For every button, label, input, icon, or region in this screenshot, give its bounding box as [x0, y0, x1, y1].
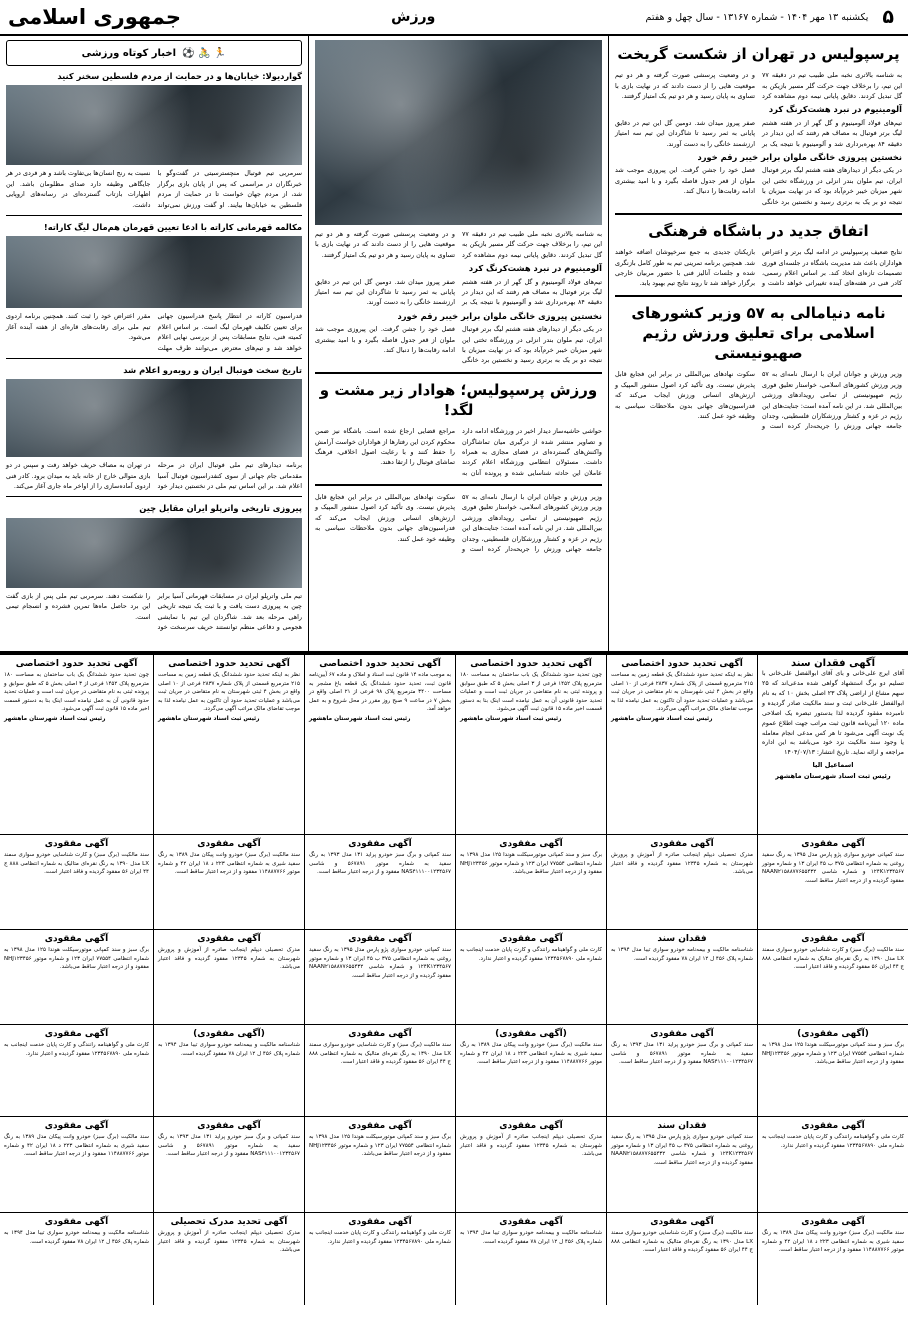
headline-fourth: ورزش پرسپولیس؛ هوادار زیر مشت و لگد!: [319, 380, 598, 419]
subhead-mid-1: آلومینیوم در نبرد هشت‌کرنگ کرد: [468, 263, 602, 274]
ad-item: [0, 835, 153, 930]
ad-body: سند مالکیت (برگ سبز) و کارت شناسایی خودرو سواری سمند LX مدل ۱۳۹۰ به رنگ نقره‌ای متالیک به شماره انتظامی ۸۸۸ ج ۴۴ ایران ۵۶ مفقود گردیده و فاقد اعتبار است.: [762, 947, 904, 971]
body-main-lead: به شناسه بالاتری نخبه ملی طبیب تیم در دقیقه ۷۷ این تیم، را برخلاف جهت حرکت گلر مسیر بازیکن به گل تبدیل کردند. دقایق پایانی نیمه دوم مشاهده کرد و در وضعیت پرسشی صورت گرفته و هر دو تیم موقعیت هایی را از دست دادند که در نهایت بازی با تساوی به پایان رسید و هر دو تیم یک امتیاز گرفتند.: [315, 230, 602, 259]
ad-title: آگهی تحدید حدود اختصاصی: [15, 659, 138, 669]
headline-main: پرسپولیس در تهران از شکست گریخت: [617, 45, 900, 63]
ad-title: آگهی مفقودی: [801, 934, 865, 944]
ad-title: آگهی مفقودی: [44, 1217, 109, 1227]
ad-title: آگهی مفقودی: [801, 839, 865, 849]
ad-body: سند کمپانی خودرو سواری پژو پارس مدل ۱۳۹۵ به رنگ سفید روغنی به شماره انتظامی ۳۷۵ ب ۴۵ ایران ۱۳ و شماره موتور ۱۲۴K۱۲۳۴۵۶۷ و شماره شاسی NAAN۲۱۵۸۸۷۷۶۵۵۴۳۲ مفقود گردیده و از درجه اعتبار ساقط است.: [762, 852, 904, 884]
ad-column-2: [606, 655, 757, 1305]
ad-body: سند کمپانی و برگ سبز خودرو پراید ۱۳۱ مدل ۱۳۹۳ به رنگ سفید به شماره موتور ۵۶۷۸۹۱ و شاسی NAS۴۱۱۱۰۰۱۲۳۴۵۶۷ مفقود و از درجه اعتبار ساقط است.: [309, 852, 452, 876]
divider: [615, 213, 902, 215]
editorial-area: [0, 36, 908, 653]
ad-title: آگهی مفقودی: [499, 839, 563, 849]
ad-column-1: [757, 655, 908, 1305]
ad-title: آگهی مفقودی: [197, 934, 261, 944]
ad-body: سند مالکیت (برگ سبز) و کارت شناسایی خودرو سواری سمند LX مدل ۱۳۹۰ به رنگ نقره‌ای متالیک به شماره انتظامی ۸۸۸ ج ۴۴ ایران ۵۶ مفقود گردیده و فاقد اعتبار است.: [4, 852, 149, 876]
ad-body: به موجب ماده ۱۴ قانون ثبت اسناد و املاک و ماده ۶۷ آیین‌نامه قانون ثبت، تحدید حدود ششدانگ یک قطعه باغ مشجر به مساحت ۳۴۰۰ مترمربع پلاک ۹۸ فرعی از ۲۱ اصلی واقع در بخش ۷ در ساعت ۹ صبح روز مقرر در محل شروع و به عمل خواهد آمد.: [309, 672, 452, 713]
section-title: ورزش: [391, 9, 436, 25]
ad-body: برگ سبز و سند کمپانی موتورسیکلت هوندا ۱۲۵ مدل ۱۳۹۸ به شماره انتظامی ۷۷۵۵۴ ایران ۱۲۳ و شماره موتور NHJ۱۲۳۴۵۶ مفقود و از درجه اعتبار ساقط می‌باشد.: [309, 1134, 452, 1158]
ad-title: فقدان سند: [657, 934, 707, 944]
ad-title: آگهی مفقودی: [650, 1029, 714, 1039]
notice-lost-document: [758, 655, 908, 835]
divider-b3: [6, 496, 302, 497]
ad-body: نظر به اینکه تحدید حدود ششدانگ یک قطعه زمین به مساحت ۲۱۵ مترمربع قسمتی از پلاک شماره ۲۸۳۷ فرعی از ۱۰ اصلی واقع در بخش ۴ ثبتی شهرستان به نام متقاضی در جریان ثبت می‌باشد و عملیات تحدید حدود آن تاکنون به عمل نیامده لذا به موجب تقاضای مالک مراتب آگهی می‌گردد.: [158, 672, 300, 713]
brief-title-1: مکالمه قهرمانی کاراته با ادعا تعیین قهرمان هم‌مال لیگ کاراته!: [43, 221, 302, 232]
ad-item: [456, 930, 606, 1025]
ad-title: آگهی تحدید حدود اختصاصی: [168, 659, 290, 669]
ad-item: [305, 655, 455, 835]
ad-item: [456, 835, 606, 930]
divider-4: [315, 484, 602, 486]
page-number: ۵: [882, 6, 894, 28]
ad-body: نظر به اینکه تحدید حدود ششدانگ یک قطعه زمین به مساحت ۲۱۵ مترمربع قسمتی از پلاک شماره ۲۸۳۷ فرعی از ۱۰ اصلی واقع در بخش ۴ ثبتی شهرستان به نام متقاضی در جریان ثبت می‌باشد و عملیات تحدید حدود آن تاکنون به عمل نیامده لذا به موجب تقاضای مالک مراتب آگهی می‌گردد.: [611, 672, 753, 713]
ad-body: شناسنامه مالکیت و بیمه‌نامه خودرو سواری تیبا مدل ۱۳۹۴ به شماره پلاک ۴۵۶ ل ۱۲ ایران ۷۸ مفقود گردیده است.: [158, 1042, 300, 1057]
ad-body: سند کمپانی و برگ سبز خودرو پراید ۱۳۱ مدل ۱۳۹۳ به رنگ سفید به شماره موتور ۵۶۷۸۹۱ و شاسی NAS۴۱۱۱۰۰۱۲۳۴۵۶۷ مفقود و از درجه اعتبار ساقط است.: [611, 1042, 754, 1066]
ad-body: سند کمپانی خودرو سواری پژو پارس مدل ۱۳۹۵ به رنگ سفید روغنی به شماره انتظامی ۳۷۵ ب ۴۵ ایران ۱۳ و شماره موتور ۱۲۴K۱۲۳۴۵۶۷ و شماره شاسی NAAN۲۱۵۸۸۷۷۶۵۵۴۳۲ مفقود گردیده و از درجه اعتبار ساقط است.: [309, 947, 451, 979]
body-main-1: تیم‌های فولاد آلومینیوم و گل گهر از در هفته هشتم لیگ برتر فوتبال به مصاف هم رفتند که این دیدار در دقیقه ۸۴ بهره‌برداری شد و آلومینیوم با نتیجه یک بر صفر پیروز میدان شد. دومین گل این تیم در دقایق پایانی به ثمر رسید تا شاگردان این تیم سه امتیاز ارزشمند خانگی را به دست آورند.: [615, 118, 902, 148]
body-mid-2: در یکی دیگر از دیدارهای هفته هشتم لیگ برتر فوتبال ایران، تیم ملوان بندر انزلی در ورزشگاه تختی این شهر میزبان خیبر خرم‌آباد بود که در نهایت میزبان با نتیجه دو بر یک به برتری رسید و نخستین برد خانگی فصل خود را جشن گرفت. این پیروزی موجب شد ملوان از قعر جدول فاصله بگیرد و با امید بیشتری ادامه رقابت‌ها را دنبال کند.: [315, 325, 602, 365]
ad-item: [0, 1025, 153, 1117]
briefs-banner-label: اخبار کوتاه ورزشی: [81, 47, 177, 59]
ad-item: [607, 930, 757, 1025]
brief-title-3: پیروزی تاریخی واترپلو ایران مقابل چین: [139, 503, 302, 514]
ad-body: سند کمپانی خودرو سواری پژو پارس مدل ۱۳۹۵ به رنگ سفید روغنی به شماره انتظامی ۳۷۵ ب ۴۵ ایران ۱۳ و شماره موتور ۱۲۴K۱۲۳۴۵۶۷ و شماره شاسی NAAN۲۱۵۸۸۷۷۶۵۵۴۳۲ مفقود گردیده و از درجه اعتبار ساقط است.: [611, 1134, 753, 1166]
ad-item: [758, 1117, 908, 1213]
ad-item: [456, 1025, 606, 1117]
ad-title: آگهی تحدید حدود اختصاصی: [621, 659, 743, 669]
ad-sign: رئیس ثبت اسناد شهرستان ماهشهر: [460, 715, 562, 722]
ad-column-6: [0, 655, 153, 1305]
ad-body: کارت ملی و گواهینامه رانندگی و کارت پایان خدمت اینجانب به شماره ملی ۱۲۳۴۵۶۷۸۹۰ مفقود گردیده و اعتبار ندارد.: [4, 1042, 149, 1057]
ad-item: [154, 1213, 304, 1305]
headline-third: نامه دنیامالی به ۵۷ وزیر کشورهای اسلامی برای تعلیق ورزش رژیم صهیونیستی: [631, 303, 886, 363]
ad-title: آگهی مفقودی: [499, 934, 563, 944]
body-main-2: در یکی دیگر از دیدارهای هفته هشتم لیگ برتر فوتبال ایران، تیم ملوان بندر انزلی در ورزشگاه تختی این شهر میزبان خیبر خرم‌آباد بود که در نهایت میزبان با نتیجه دو بر یک به برتری رسید و نخستین برد خانگی فصل خود را جشن گرفت. این پیروزی موجب شد ملوان از قعر جدول فاصله بگیرد و با امید بیشتری ادامه رقابت‌ها را دنبال کند.: [615, 166, 902, 206]
notice-sign-title: رئیس ثبت اسناد شهرستان ماهشهر: [775, 772, 891, 781]
ad-body: کارت ملی و گواهینامه رانندگی و کارت پایان خدمت اینجانب به شماره ملی ۱۲۳۴۵۶۷۸۹۰ مفقود گردیده و اعتبار ندارد.: [460, 947, 602, 962]
notice-sign-name: اسماعیل الیا: [812, 761, 854, 770]
ad-body: سند مالکیت (برگ سبز) خودرو وانت پیکان مدل ۱۳۸۹ به رنگ سفید شیری به شماره انتظامی ۲۲۳ د ۱۸ ایران ۴۲ و شماره موتور ۱۱۴۸۸۷۷۶۶ مفقود و از درجه اعتبار ساقط است.: [460, 1042, 602, 1066]
body-third: وزیر ورزش و جوانان ایران با ارسال نامه‌ای به ۵۷ وزیر ورزش کشورهای اسلامی، خواستار تعلیق فوری رژیم صهیونیستی از تمامی رویدادهای ورزشی بین‌المللی شد. در این نامه آمده است: جنایت‌های این رژیم در غزه و کشتار ورزشکاران فلسطینی، وجدان جامعه جهانی ورزش را جریحه‌دار کرده است و سکوت نهادهای بین‌المللی در برابر این فجایع قابل پذیرش نیست. وی تأکید کرد اصول منشور المپیک و ارزش‌های انسانی ورزش ایجاب می‌کند که فدراسیون‌های جهانی بدون ملاحظات سیاسی به وظیفه خود عمل کنند.: [615, 370, 902, 431]
ad-item: [758, 930, 908, 1025]
ad-sign: رئیس ثبت اسناد شهرستان ماهشهر: [4, 715, 106, 722]
column-briefs: [0, 36, 308, 651]
body-mid-1: تیم‌های فولاد آلومینیوم و گل گهر از در هفته هشتم لیگ برتر فوتبال به مصاف هم رفتند که این دیدار در دقیقه ۸۴ بهره‌برداری شد و آلومینیوم با نتیجه یک بر صفر پیروز میدان شد. دومین گل این تیم در دقایق پایانی به ثمر رسید تا شاگردان این تیم سه امتیاز ارزشمند خانگی را به دست آورند.: [315, 277, 602, 307]
masthead: [0, 0, 908, 36]
divider-2: [615, 295, 902, 297]
ad-title: آگهی مفقودی: [44, 1121, 109, 1131]
ad-item: [0, 655, 153, 835]
ad-item: [305, 930, 455, 1025]
headline-second: اتفاق جدید در باشگاه فرهنگی: [648, 221, 869, 240]
ad-item: [456, 655, 606, 835]
brief-title-0: گواردیولا: خیابان‌ها و در حمایت از مردم فلسطین سخنر کنید: [57, 71, 302, 81]
ad-body: برگ سبز و سند کمپانی موتورسیکلت هوندا ۱۲۵ مدل ۱۳۹۸ به شماره انتظامی ۷۷۵۵۴ ایران ۱۲۳ و شماره موتور NHJ۱۲۳۴۵۶ مفقود و از درجه اعتبار ساقط می‌باشد.: [460, 852, 603, 876]
masthead-left: [8, 5, 181, 29]
ad-body: مدرک تحصیلی دیپلم اینجانب صادره از آموزش و پرورش شهرستان به شماره ۱۲۳۴۵ مفقود گردیده و فاقد اعتبار می‌باشد.: [460, 1134, 602, 1158]
photo-brief-1: [6, 236, 302, 308]
ad-column-5: [153, 655, 304, 1305]
body-main: به شناسه بالاتری نخبه ملی طبیب تیم در دقیقه ۷۷ این تیم، را برخلاف جهت حرکت گلر مسیر بازیکن به گل تبدیل کردند. دقایق پایانی نیمه دوم مشاهده کرد و در وضعیت پرسشی صورت گرفته و هر دو تیم موقعیت هایی را از دست دادند که در نهایت بازی با تساوی به پایان رسید و هر دو تیم یک امتیاز گرفتند.: [615, 71, 902, 100]
ad-title: آگهی مفقودی: [348, 1217, 412, 1227]
ad-item: [456, 1213, 606, 1305]
ad-title: (آگهی مفقودی): [495, 1029, 567, 1039]
ad-item: [154, 1117, 304, 1213]
ad-body: سند مالکیت (برگ سبز) و کارت شناسایی خودرو سواری سمند LX مدل ۱۳۹۰ به رنگ نقره‌ای متالیک به شماره انتظامی ۸۸۸ ج ۴۴ ایران ۵۶ مفقود گردیده و فاقد اعتبار است.: [309, 1042, 451, 1066]
ad-title: (آگهی مفقودی): [797, 1029, 869, 1039]
ad-item: [0, 1117, 153, 1213]
ad-column-3: [455, 655, 606, 1305]
subhead-main-1: آلومینیوم در نبرد هشت‌کرنگ کرد: [768, 104, 902, 115]
ad-item: [154, 1025, 304, 1117]
ad-body: مدرک تحصیلی دیپلم اینجانب صادره از آموزش و پرورش شهرستان به شماره ۱۲۳۴۵ مفقود گردیده و فاقد اعتبار می‌باشد.: [158, 947, 300, 971]
ad-title: آگهی مفقودی: [348, 1029, 412, 1039]
ad-title: آگهی مفقودی: [348, 1121, 412, 1131]
ad-body: چون تحدید حدود ششدانگ یک باب ساختمان به مساحت ۱۸۰ مترمربع پلاک ۱۴۵۲ فرعی از ۳ اصلی بخش ۵ که طبق سوابق و پرونده ثبتی به نام متقاضی در جریان ثبت است و عملیات تحدید حدود قانونی آن به عمل نیامده است اینک بنا به دستور قسمت اخیر ماده ۱۵ قانون ثبت آگهی می‌شود.: [4, 672, 149, 713]
ad-item: [607, 1117, 757, 1213]
ad-title: آگهی مفقودی: [44, 934, 109, 944]
photo-match: [315, 40, 602, 225]
ad-title: آگهی تحدید حدود اختصاصی: [319, 659, 441, 669]
ad-item: [154, 655, 304, 835]
divider-b2: [6, 358, 302, 359]
ad-body: کارت ملی و گواهینامه رانندگی و کارت پایان خدمت اینجانب به شماره ملی ۱۲۳۴۵۶۷۸۹۰ مفقود گردیده و اعتبار ندارد.: [309, 1230, 451, 1245]
divider-3: [315, 372, 602, 374]
ad-body: کارت ملی و گواهینامه رانندگی و کارت پایان خدمت اینجانب به شماره ملی ۱۲۳۴۵۶۷۸۹۰ مفقود گردیده و اعتبار ندارد.: [762, 1134, 904, 1149]
ad-title: آگهی مفقودی: [44, 1029, 109, 1039]
ad-item: [305, 835, 455, 930]
brief-body-2: برنامه دیدارهای تیم ملی فوتبال ایران در مرحله مقدماتی جام جهانی از سوی کنفدراسیون فوتبال آسیا اعلام شد. بر این اساس تیم ملی در نخستین دیدار خود در تهران به مصاف حریف خواهد رفت و سپس در دو بازی متوالی خارج از خانه باید به میدان برود. کادر فنی اردوی آماده‌سازی را از اواخر ماه جاری آغاز می‌کند.: [6, 461, 302, 491]
ad-body: مدرک تحصیلی دیپلم اینجانب صادره از آموزش و پرورش شهرستان به شماره ۱۲۳۴۵ مفقود گردیده و فاقد اعتبار می‌باشد.: [158, 1230, 300, 1254]
ad-title: آگهی مفقودی: [197, 839, 261, 849]
newspaper-title: جمهوری اسلامی: [8, 5, 181, 29]
ad-item: [0, 930, 153, 1025]
brief-title-2: تاریخ سخت فوتبال ایران و روبه‌رو اعلام شد: [123, 364, 302, 375]
ad-title: آگهی مفقودی: [348, 839, 412, 849]
ad-item: [607, 835, 757, 930]
ad-title: آگهی تحدید حدود اختصاصی: [470, 659, 592, 669]
ad-item: [305, 1117, 455, 1213]
ad-item: [758, 1213, 908, 1305]
classifieds-area: [0, 653, 908, 1305]
ad-body: مدرک تحصیلی دیپلم اینجانب صادره از آموزش و پرورش شهرستان به شماره ۱۲۳۴۵ مفقود گردیده و فاقد اعتبار می‌باشد.: [611, 852, 753, 876]
ad-sign: رئیس ثبت اسناد شهرستان ماهشهر: [158, 715, 260, 722]
ad-title: آگهی مفقودی: [650, 1217, 714, 1227]
ad-item: [154, 835, 304, 930]
ad-column-4: [304, 655, 455, 1305]
ad-title: آگهی تحدید مدرک تحصیلی: [170, 1217, 288, 1227]
ad-body: سند مالکیت (برگ سبز) خودرو وانت پیکان مدل ۱۳۸۹ به رنگ سفید شیری به شماره انتظامی ۲۲۳ د ۱۸ ایران ۴۲ و شماره موتور ۱۱۴۸۸۷۷۶۶ مفقود و از درجه اعتبار ساقط است.: [762, 1230, 904, 1254]
ad-item: [456, 1117, 606, 1213]
ad-body: شناسنامه مالکیت و بیمه‌نامه خودرو سواری تیبا مدل ۱۳۹۴ به شماره پلاک ۴۵۶ ل ۱۲ ایران ۷۸ مفقود گردیده است.: [611, 947, 753, 962]
ad-sign: رئیس ثبت اسناد شهرستان ماهشهر: [309, 715, 411, 722]
body-second: نتایج ضعیف پرسپولیس در ادامه لیگ برتر و اعتراض هواداران باعث شد مدیریت باشگاه در جلسه‌ای فوری تصمیمات تازه‌ای اتخاذ کند. بر اساس اعلام رسمی، کادر فنی در هفته‌های آینده تغییراتی خواهد داشت و بازیکنان جدیدی به جمع سرخپوشان اضافه خواهند شد. همچنین برنامه تمرینی تیم به طور کامل بازنگری شده و جلسات آنالیز فنی با حضور مربیان خارجی برگزار خواهد شد تا روند نتایج تیم بهبود یابد.: [615, 248, 902, 288]
ad-item: [305, 1025, 455, 1117]
ad-item: [607, 1025, 757, 1117]
ad-item: [758, 835, 908, 930]
ad-title: (آگهی مفقودی): [193, 1029, 265, 1039]
ad-title: آگهی مفقودی: [197, 1121, 261, 1131]
ad-item: [0, 1213, 153, 1305]
ad-title: آگهی مفقودی: [650, 839, 714, 849]
ad-title: فقدان سند: [657, 1121, 707, 1131]
ad-sign: رئیس ثبت اسناد شهرستان ماهشهر: [611, 715, 713, 722]
sports-icon: 🏃 🚴 ⚽: [182, 47, 227, 59]
ad-body: سند مالکیت (برگ سبز) و کارت شناسایی خودرو سواری سمند LX مدل ۱۳۹۰ به رنگ نقره‌ای متالیک به شماره انتظامی ۸۸۸ ج ۴۴ ایران ۵۶ مفقود گردیده و فاقد اعتبار است.: [611, 1230, 753, 1254]
ad-item: [758, 1025, 908, 1117]
ad-body: سند کمپانی و برگ سبز خودرو پراید ۱۳۱ مدل ۱۳۹۳ به رنگ سفید به شماره موتور ۵۶۷۸۹۱ و شاسی NAS۴۱۱۱۰۰۱۲۳۴۵۶۷ مفقود و از درجه اعتبار ساقط است.: [158, 1134, 301, 1158]
ad-item: [154, 930, 304, 1025]
body-fourth: حواشی حاشیه‌ساز دیدار اخیر در ورزشگاه ادامه دارد و تصاویر منتشر شده از درگیری میان تماشاگران واکنش‌های گسترده‌ای در فضای مجازی به همراه داشت. مسئولان انتظامی ورزشگاه اعلام کردند عاملان این حادثه شناسایی شده و پرونده آنان به مراجع قضایی ارجاع شده است. باشگاه نیز ضمن محکوم کردن این رفتارها از هواداران خواست آرامش را حفظ کنند و با رعایت اصول اخلاقی، فرهنگ تماشای فوتبال را ارتقا دهند.: [315, 427, 602, 477]
subhead-mid-2: نخستین پیروزی خانگی ملوان برابر خیبر رقم خورد: [397, 310, 602, 321]
body-fourth-cont: وزیر ورزش و جوانان ایران با ارسال نامه‌ای به ۵۷ وزیر ورزش کشورهای اسلامی، خواستار تعلیق فوری رژیم صهیونیستی از تمامی رویدادهای ورزشی بین‌المللی شد. در این نامه آمده است: جنایت‌های این رژیم در غزه و کشتار ورزشکاران فلسطینی، وجدان جامعه جهانی ورزش را جریحه‌دار کرده است و سکوت نهادهای بین‌المللی در برابر این فجایع قابل پذیرش نیست. وی تأکید کرد اصول منشور المپیک و ارزش‌های انسانی ورزش ایجاب می‌کند که فدراسیون‌های جهانی بدون ملاحظات سیاسی به وظیفه خود عمل کنند.: [315, 493, 602, 553]
ad-item: [607, 1213, 757, 1305]
issue-line: یکشنبه ۱۳ مهر ۱۴۰۴ - شماره ۱۳۱۶۷ - سال چهل و هفتم: [645, 11, 869, 23]
ad-item: [607, 655, 757, 835]
ad-body: سند مالکیت (برگ سبز) خودرو وانت پیکان مدل ۱۳۸۹ به رنگ سفید شیری به شماره انتظامی ۲۲۳ د ۱۸ ایران ۴۲ و شماره موتور ۱۱۴۸۸۷۷۶۶ مفقود و از درجه اعتبار ساقط است.: [158, 852, 300, 876]
photo-brief-0: [6, 85, 302, 165]
ad-title: آگهی مفقودی: [801, 1121, 865, 1131]
ad-body: شناسنامه مالکیت و بیمه‌نامه خودرو سواری تیبا مدل ۱۳۹۴ به شماره پلاک ۴۵۶ ل ۱۲ ایران ۷۸ مفقود گردیده است.: [4, 1230, 149, 1245]
column-main-story: [608, 36, 908, 651]
ad-body: سند مالکیت (برگ سبز) خودرو وانت پیکان مدل ۱۳۸۹ به رنگ سفید شیری به شماره انتظامی ۲۲۳ د ۱۸ ایران ۴۲ و شماره موتور ۱۱۴۸۸۷۷۶۶ مفقود و از درجه اعتبار ساقط است.: [4, 1134, 149, 1158]
briefs-banner: [6, 40, 302, 66]
subhead-main-2: نخستین پیروزی خانگی ملوان برابر خیبر رقم خورد: [697, 151, 902, 162]
photo-brief-2: [6, 379, 302, 457]
photo-brief-3: [6, 518, 302, 588]
brief-body-0: سرمربی تیم فوتبال منچسترسیتی در گفت‌وگو با خبرنگاران در مراسمی که پس از پایان بازی برگزار شد، از مردم جهان خواست تا در حمایت از مردم فلسطین به خیابان‌ها بیایند. او گفت ورزش نمی‌تواند نسبت به رنج انسان‌ها بی‌تفاوت باشد و هر فردی در هر جایگاهی وظیفه دارد صدای مظلومان باشد. این اظهارات بازتاب گسترده‌ای در رسانه‌های اروپایی داشت.: [6, 169, 302, 209]
column-middle: [308, 36, 608, 651]
ad-body: چون تحدید حدود ششدانگ یک باب ساختمان به مساحت ۱۸۰ مترمربع پلاک ۱۴۵۲ فرعی از ۳ اصلی بخش ۵ که طبق سوابق و پرونده ثبتی به نام متقاضی در جریان ثبت است و عملیات تحدید حدود قانونی آن به عمل نیامده است اینک بنا به دستور قسمت اخیر ماده ۱۵ قانون ثبت آگهی می‌شود.: [460, 672, 602, 713]
ad-title: آگهی مفقودی: [801, 1217, 865, 1227]
ad-body: برگ سبز و سند کمپانی موتورسیکلت هوندا ۱۲۵ مدل ۱۳۹۸ به شماره انتظامی ۷۷۵۵۴ ایران ۱۲۳ و شماره موتور NHJ۱۲۳۴۵۶ مفقود و از درجه اعتبار ساقط می‌باشد.: [4, 947, 149, 971]
brief-body-1: فدراسیون کاراته در انتظار پاسخ فدراسیون جهانی برای تعیین تکلیف قهرمان لیگ است. بر اساس اعلام کمیته فنی، نتایج مسابقات پس از بررسی نهایی اعلام خواهد شد و تیم‌های معترض می‌توانند ظرف مهلت مقرر اعتراض خود را ثبت کنند. همچنین برنامه اردوی تیم ملی برای رقابت‌های قاره‌ای از هفته آینده آغاز می‌شود.: [6, 312, 302, 352]
ad-body: برگ سبز و سند کمپانی موتورسیکلت هوندا ۱۲۵ مدل ۱۳۹۸ به شماره انتظامی ۷۷۵۵۴ ایران ۱۲۳ و شماره موتور NHJ۱۲۳۴۵۶ مفقود و از درجه اعتبار ساقط می‌باشد.: [762, 1042, 905, 1066]
ad-title: آگهی مفقودی: [499, 1121, 563, 1131]
divider-b1: [6, 215, 302, 216]
ad-title: آگهی مفقودی: [499, 1217, 563, 1227]
brief-body-3: تیم ملی واترپلو ایران در مسابقات قهرمانی آسیا برابر چین به پیروزی دست یافت و با ثبت یک نتیجه تاریخی راهی مرحله بعد شد. شاگردان این تیم با نمایشی هجومی و دفاعی منظم توانستند حریف سرسخت خود را شکست دهند. سرمربی تیم ملی پس از بازی گفت این برد حاصل ماه‌ها تمرین فشرده و انسجام تیمی است.: [6, 591, 302, 631]
ad-body: شناسنامه مالکیت و بیمه‌نامه خودرو سواری تیبا مدل ۱۳۹۴ به شماره پلاک ۴۵۶ ل ۱۲ ایران ۷۸ مفقود گردیده است.: [460, 1230, 602, 1245]
notice-body: آقای ایرج علی‌خانی و بای آقای ابوالفضل علی‌خانی با تسلیم دو برگ استشهاد گواهی شده مدعی‌اند که ۲۵ سهم مشاع از اراضی پلاک ۲۳ اصلی بخش ۱۰ که به نام ابوالفضل علی‌خانی ثبت و سند مالکیت صادر گردیده و نامبرده مفقود گردیده لذا بدستور تبصره یک اصلاحی ماده ۱۲۰ آیین‌نامه قانون ثبت مراتب جهت اطلاع عموم یک نوبت آگهی می‌شود تا هر کس مدعی انجام معامله یا وجود سند مالکیت نزد خود می‌باشد به این اداره مراجعه و ارائه نماید. تاریخ انتشار: ۱۴۰۴/۰۷/۱۳: [762, 670, 904, 757]
ad-title: آگهی مفقودی: [44, 839, 109, 849]
notice-title: آگهی فقدان سند: [790, 658, 876, 669]
ad-item: [305, 1213, 455, 1305]
ad-title: آگهی مفقودی: [348, 934, 412, 944]
masthead-right: [646, 6, 900, 28]
